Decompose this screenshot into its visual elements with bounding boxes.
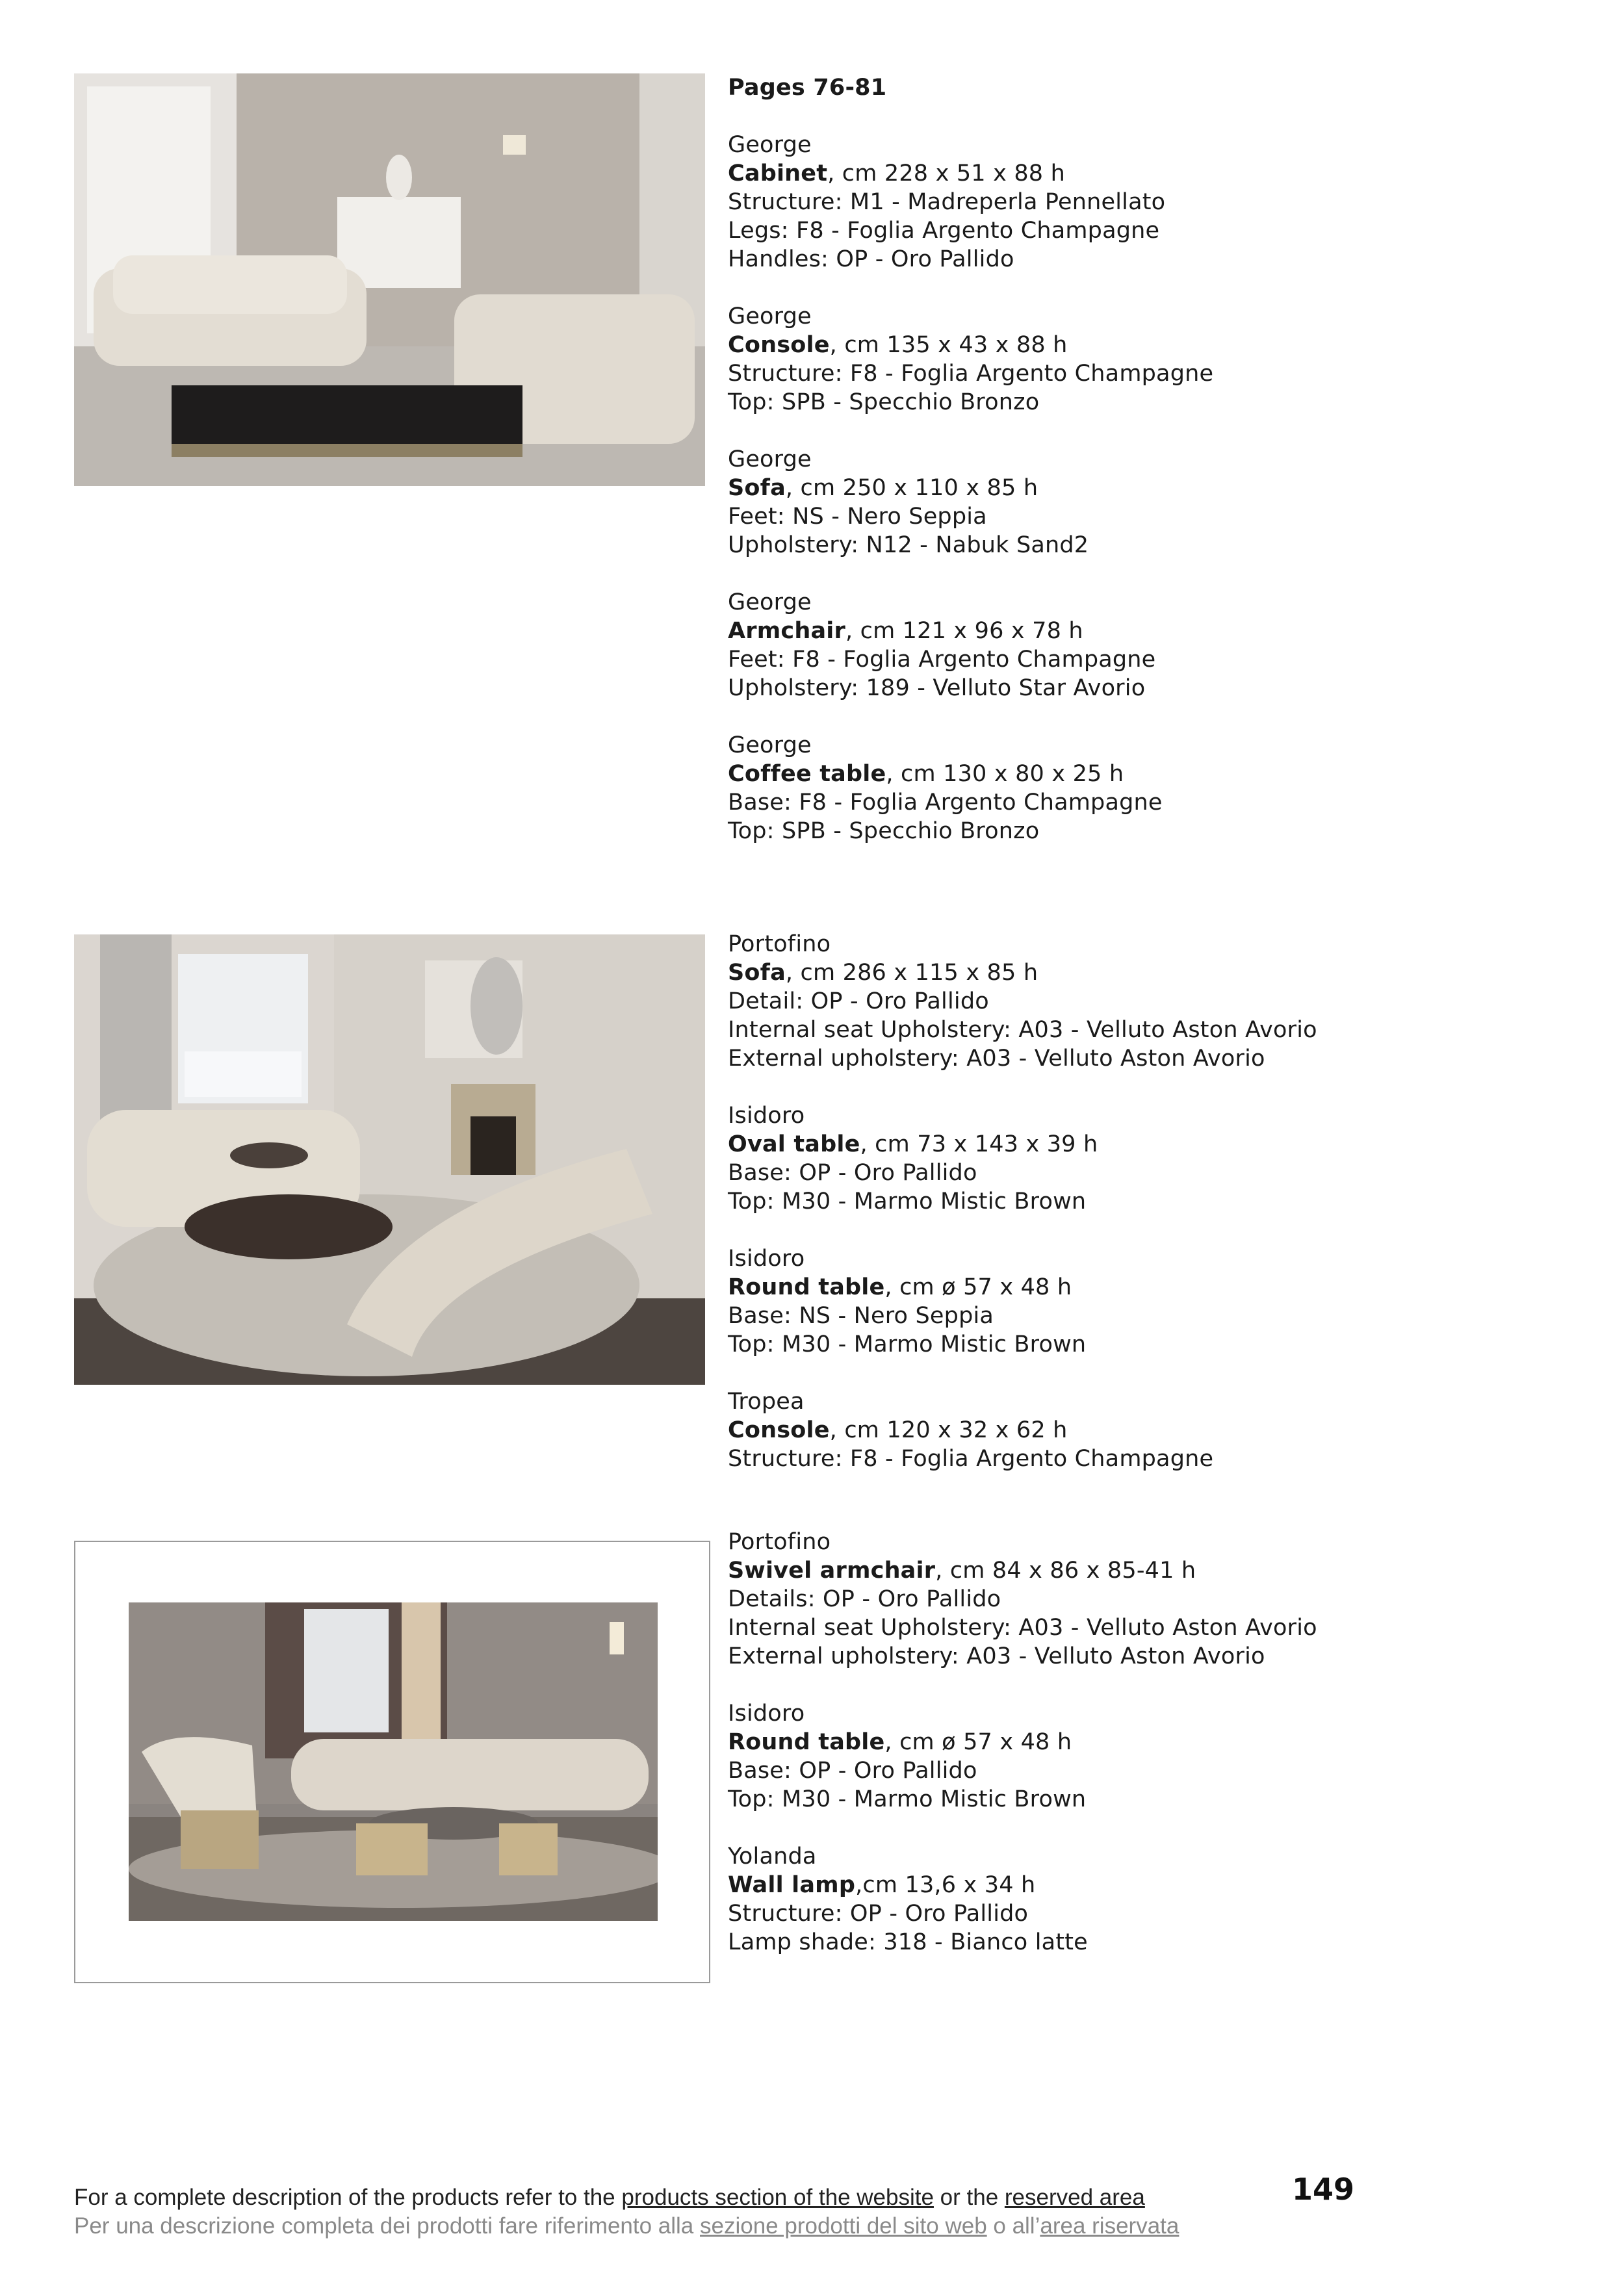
photo-portofino-armchair <box>129 1602 658 1921</box>
product-spec-line: Feet: F8 - Foglia Argento Champagne <box>728 647 1156 673</box>
product-collection: Tropea <box>728 1389 805 1415</box>
product-dimensions: ,cm 13,6 x 34 h <box>855 1872 1036 1898</box>
product-name: Coffee table <box>728 761 886 787</box>
area-riservata-link[interactable]: area riservata <box>1040 2213 1179 2239</box>
product-collection: George <box>728 132 812 158</box>
product-dimensions: , cm ø 57 x 48 h <box>884 1274 1072 1300</box>
text-block-portofino <box>728 930 1573 1473</box>
product-entry <box>728 731 1573 845</box>
product-spec-line: Base: F8 - Foglia Argento Champagne <box>728 790 1163 816</box>
product-spec-line: Structure: M1 - Madreperla Pennellato <box>728 189 1166 215</box>
product-title-line <box>728 474 1573 502</box>
product-dimensions: , cm 135 x 43 x 88 h <box>829 332 1068 358</box>
product-spec-line: Base: NS - Nero Seppia <box>728 1303 994 1329</box>
product-collection: Isidoro <box>728 1246 805 1272</box>
product-title-line <box>728 1130 1573 1159</box>
product-collection: Yolanda <box>728 1844 817 1870</box>
product-collection: George <box>728 732 812 758</box>
product-spec-line: Internal seat Upholstery: A03 - Velluto Aston Avorio <box>728 1615 1317 1641</box>
product-dimensions: , cm 84 x 86 x 85-41 h <box>935 1558 1196 1584</box>
product-title-line <box>728 617 1573 645</box>
product-entry <box>728 445 1573 559</box>
product-collection: Isidoro <box>728 1701 805 1727</box>
product-entry <box>728 131 1573 274</box>
product-name: Sofa <box>728 960 786 986</box>
product-collection: George <box>728 446 812 472</box>
product-name: Console <box>728 1417 830 1443</box>
product-collection: George <box>728 303 812 329</box>
footer-it-prefix: Per una descrizione completa dei prodotti fare riferimento alla <box>74 2213 700 2239</box>
product-spec-line: Top: M30 - Marmo Mistic Brown <box>728 1786 1087 1812</box>
product-dimensions: , cm 228 x 51 x 88 h <box>827 161 1065 186</box>
product-entry <box>728 930 1573 1073</box>
products-section-link[interactable]: products section of the website <box>621 2185 934 2210</box>
photo-portofino-living-room <box>74 934 705 1385</box>
product-title-line <box>728 760 1573 788</box>
product-spec-line: External upholstery: A03 - Velluto Aston Avorio <box>728 1643 1265 1669</box>
sezione-prodotti-link[interactable]: sezione prodotti del sito web <box>700 2213 987 2239</box>
footer-en-mid: or the <box>933 2185 1005 2210</box>
product-spec-line: Details: OP - Oro Pallido <box>728 1586 1001 1612</box>
product-title-line <box>728 958 1573 987</box>
product-name: Round table <box>728 1274 885 1300</box>
product-spec-line: Handles: OP - Oro Pallido <box>728 246 1014 272</box>
product-entry <box>728 1387 1573 1473</box>
footer-english <box>74 2183 1179 2212</box>
product-name: Console <box>728 332 830 358</box>
product-entry <box>728 588 1573 702</box>
product-entry <box>728 302 1573 417</box>
product-title-line <box>728 1728 1573 1756</box>
product-title-line <box>728 331 1573 359</box>
product-entry <box>728 1699 1573 1814</box>
product-collection: George <box>728 589 812 615</box>
product-spec-line: Upholstery: N12 - Nabuk Sand2 <box>728 532 1089 558</box>
footer-italian <box>74 2212 1179 2241</box>
footer-en-prefix: For a complete description of the products refer to the <box>74 2185 622 2210</box>
product-name: Wall lamp <box>728 1872 856 1898</box>
text-block-george <box>728 73 1573 845</box>
product-entry <box>728 1101 1573 1216</box>
product-title-line <box>728 1871 1573 1899</box>
page-number: 149 <box>1292 2172 1355 2207</box>
product-spec-line: Lamp shade: 318 - Bianco latte <box>728 1929 1088 1955</box>
product-spec-line: Top: SPB - Specchio Bronzo <box>728 818 1040 844</box>
product-name: Sofa <box>728 475 786 501</box>
reserved-area-link[interactable]: reserved area <box>1004 2185 1145 2210</box>
product-spec-line: Top: M30 - Marmo Mistic Brown <box>728 1189 1087 1215</box>
product-spec-line: Legs: F8 - Foglia Argento Champagne <box>728 218 1160 244</box>
product-spec-line: Feet: NS - Nero Seppia <box>728 504 987 530</box>
product-collection: Isidoro <box>728 1103 805 1129</box>
product-spec-line: Top: M30 - Marmo Mistic Brown <box>728 1331 1087 1357</box>
footer-it-mid: o all’ <box>986 2213 1040 2239</box>
text-block-portofino-armchair <box>728 1528 1573 1957</box>
product-spec-line: Structure: F8 - Foglia Argento Champagne <box>728 1446 1214 1472</box>
product-entry <box>728 1842 1573 1957</box>
product-entry <box>728 1244 1573 1359</box>
product-spec-line: Base: OP - Oro Pallido <box>728 1160 977 1186</box>
product-collection: Portofino <box>728 931 831 957</box>
product-spec-line: Internal seat Upholstery: A03 - Velluto Aston Avorio <box>728 1017 1317 1043</box>
product-dimensions: , cm 120 x 32 x 62 h <box>829 1417 1068 1443</box>
product-dimensions: , cm 73 x 143 x 39 h <box>860 1131 1098 1157</box>
product-name: Armchair <box>728 618 845 644</box>
product-spec-line: Upholstery: 189 - Velluto Star Avorio <box>728 675 1146 701</box>
product-dimensions: , cm ø 57 x 48 h <box>884 1729 1072 1755</box>
product-spec-line: Top: SPB - Specchio Bronzo <box>728 389 1040 415</box>
product-spec-line: Base: OP - Oro Pallido <box>728 1758 977 1784</box>
product-entry <box>728 1528 1573 1671</box>
product-dimensions: , cm 130 x 80 x 25 h <box>886 761 1124 787</box>
product-title-line <box>728 1556 1573 1585</box>
photo-george-living-room <box>74 73 705 486</box>
product-title-line <box>728 1273 1573 1302</box>
product-name: Round table <box>728 1729 885 1755</box>
product-spec-line: Detail: OP - Oro Pallido <box>728 988 989 1014</box>
pages-heading: Pages 76-81 <box>728 75 887 101</box>
product-name: Swivel armchair <box>728 1558 936 1584</box>
product-title-line <box>728 1416 1573 1445</box>
product-name: Cabinet <box>728 161 828 186</box>
product-spec-line: External upholstery: A03 - Velluto Aston Avorio <box>728 1046 1265 1072</box>
product-spec-line: Structure: F8 - Foglia Argento Champagne <box>728 361 1214 387</box>
product-spec-line: Structure: OP - Oro Pallido <box>728 1901 1029 1927</box>
product-dimensions: , cm 286 x 115 x 85 h <box>785 960 1038 986</box>
footer <box>74 2183 1179 2241</box>
product-name: Oval table <box>728 1131 860 1157</box>
product-collection: Portofino <box>728 1529 831 1555</box>
product-dimensions: , cm 250 x 110 x 85 h <box>785 475 1038 501</box>
product-title-line <box>728 159 1573 188</box>
product-dimensions: , cm 121 x 96 x 78 h <box>845 618 1083 644</box>
photo-frame-portofino-armchair <box>74 1541 710 1983</box>
